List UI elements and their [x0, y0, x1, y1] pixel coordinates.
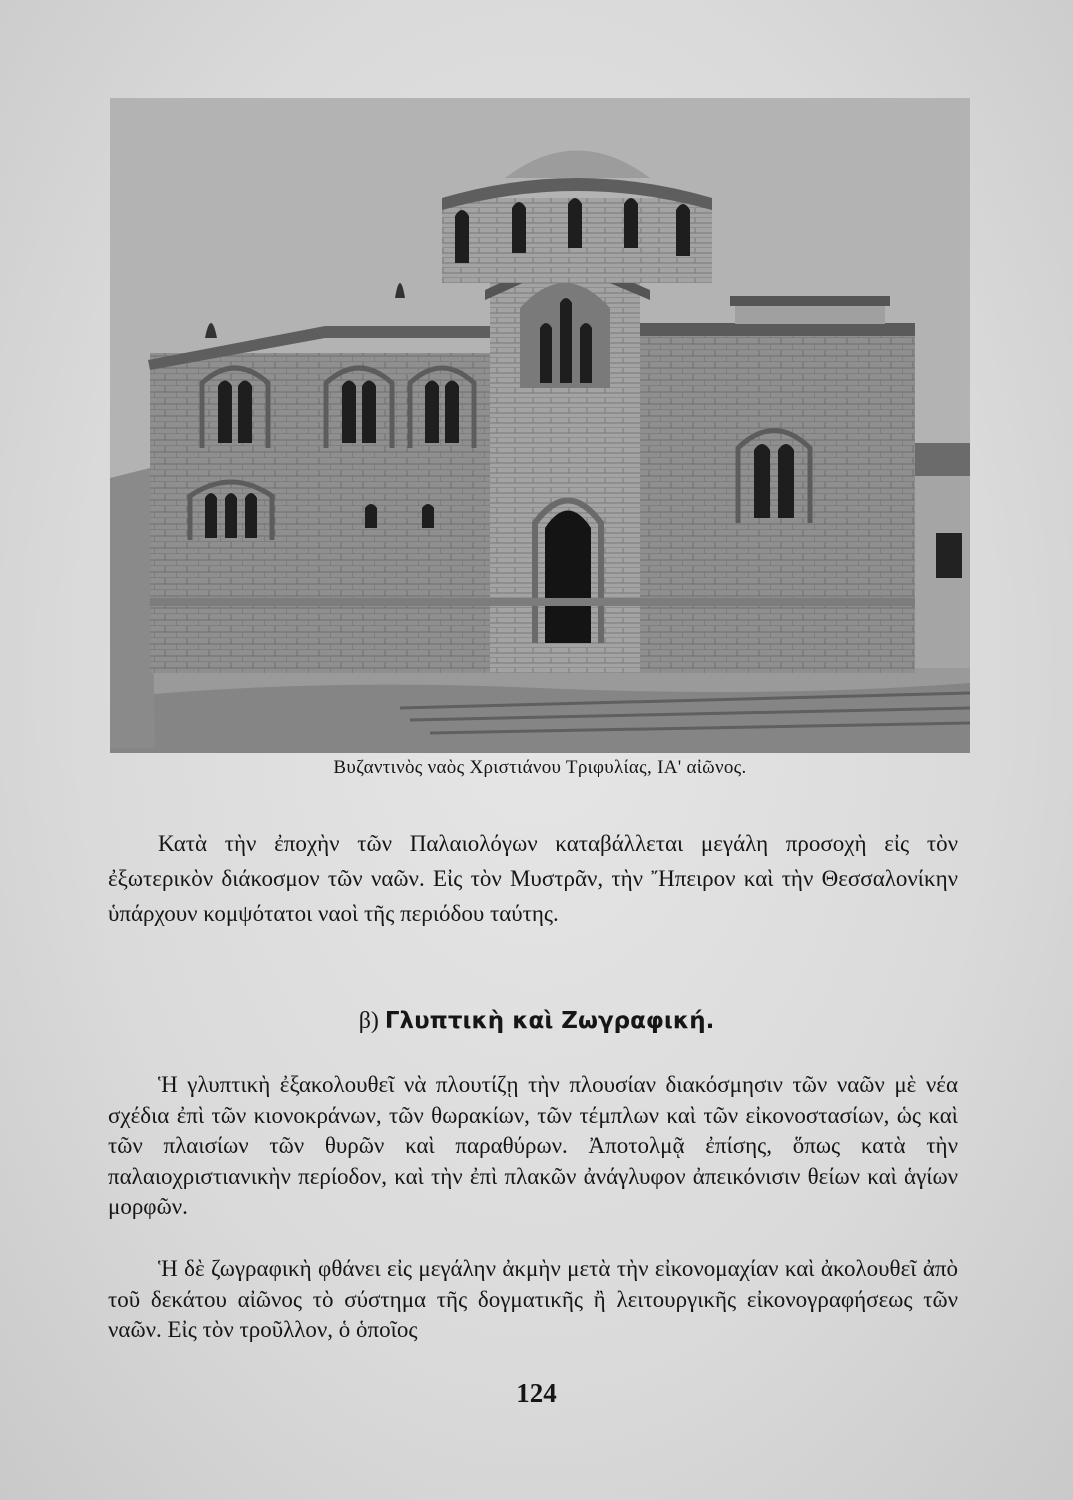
page-number: 124	[516, 1378, 557, 1408]
paragraph-palaiologan-decoration: Κατὰ τὴν ἐποχὴν τῶν Παλαιολόγων καταβάλλεται μεγάλη προσοχὴ εἰς τὸν ἐξωτερικὸν διάκοσμον τῶν ναῶν. Εἰς τὸν Μυστρᾶν, τὴν Ἤπειρον καὶ τὴν Θεσσαλονίκην ὑπάρχουν κομψότατοι ναοὶ τῆς περιόδου ταύτης.	[108, 831, 958, 926]
figure-caption: Βυζαντινὸς ναὸς Χριστιάνου Τριφυλίας, ΙΑ' αἰῶνος.	[333, 757, 747, 778]
byzantine-church-photograph-icon	[110, 98, 970, 753]
church-photo	[110, 98, 970, 753]
section-title: Γλυπτικὴ καὶ Ζωγραφική.	[384, 1008, 715, 1034]
section-label: β)	[358, 1008, 379, 1034]
paragraph-painting: Ἡ δὲ ζωγραφικὴ φθάνει εἰς μεγάλην ἀκμὴν μετὰ τὴν εἰκονομαχίαν καὶ ἀκολουθεῖ ἀπὸ τοῦ δεκάτου αἰῶνος τὸ σύστημα τῆς δογματικῆς ἢ λειτουργικῆς εἰκονογραφήσεως τῶν ναῶν. Εἰς τὸν τροῦλλον, ὁ ὁποῖος	[108, 1256, 958, 1342]
paragraph-sculpture: Ἡ γλυπτικὴ ἐξακολουθεῖ νὰ πλουτίζῃ τὴν πλουσίαν διακόσμησιν τῶν ναῶν μὲ νέα σχέδια ἐπὶ τῶν κιονοκράνων, τῶν θωρακίων, τῶν τέμπλων καὶ τῶν εἰκονοστασίων, ὡς καὶ τῶν πλαισίων τῶν θυρῶν καὶ παραθύρων. Ἀποτολμᾷ ἐπίσης, ὅπως κατὰ τὴν παλαιοχριστιανικὴν περίοδον, καὶ τὴν ἐπὶ πλακῶν ἀνάγλυφον ἀπεικόνισιν θείων καὶ ἁγίων μορφῶν.	[108, 1072, 958, 1219]
section-heading	[0, 1008, 1073, 1035]
